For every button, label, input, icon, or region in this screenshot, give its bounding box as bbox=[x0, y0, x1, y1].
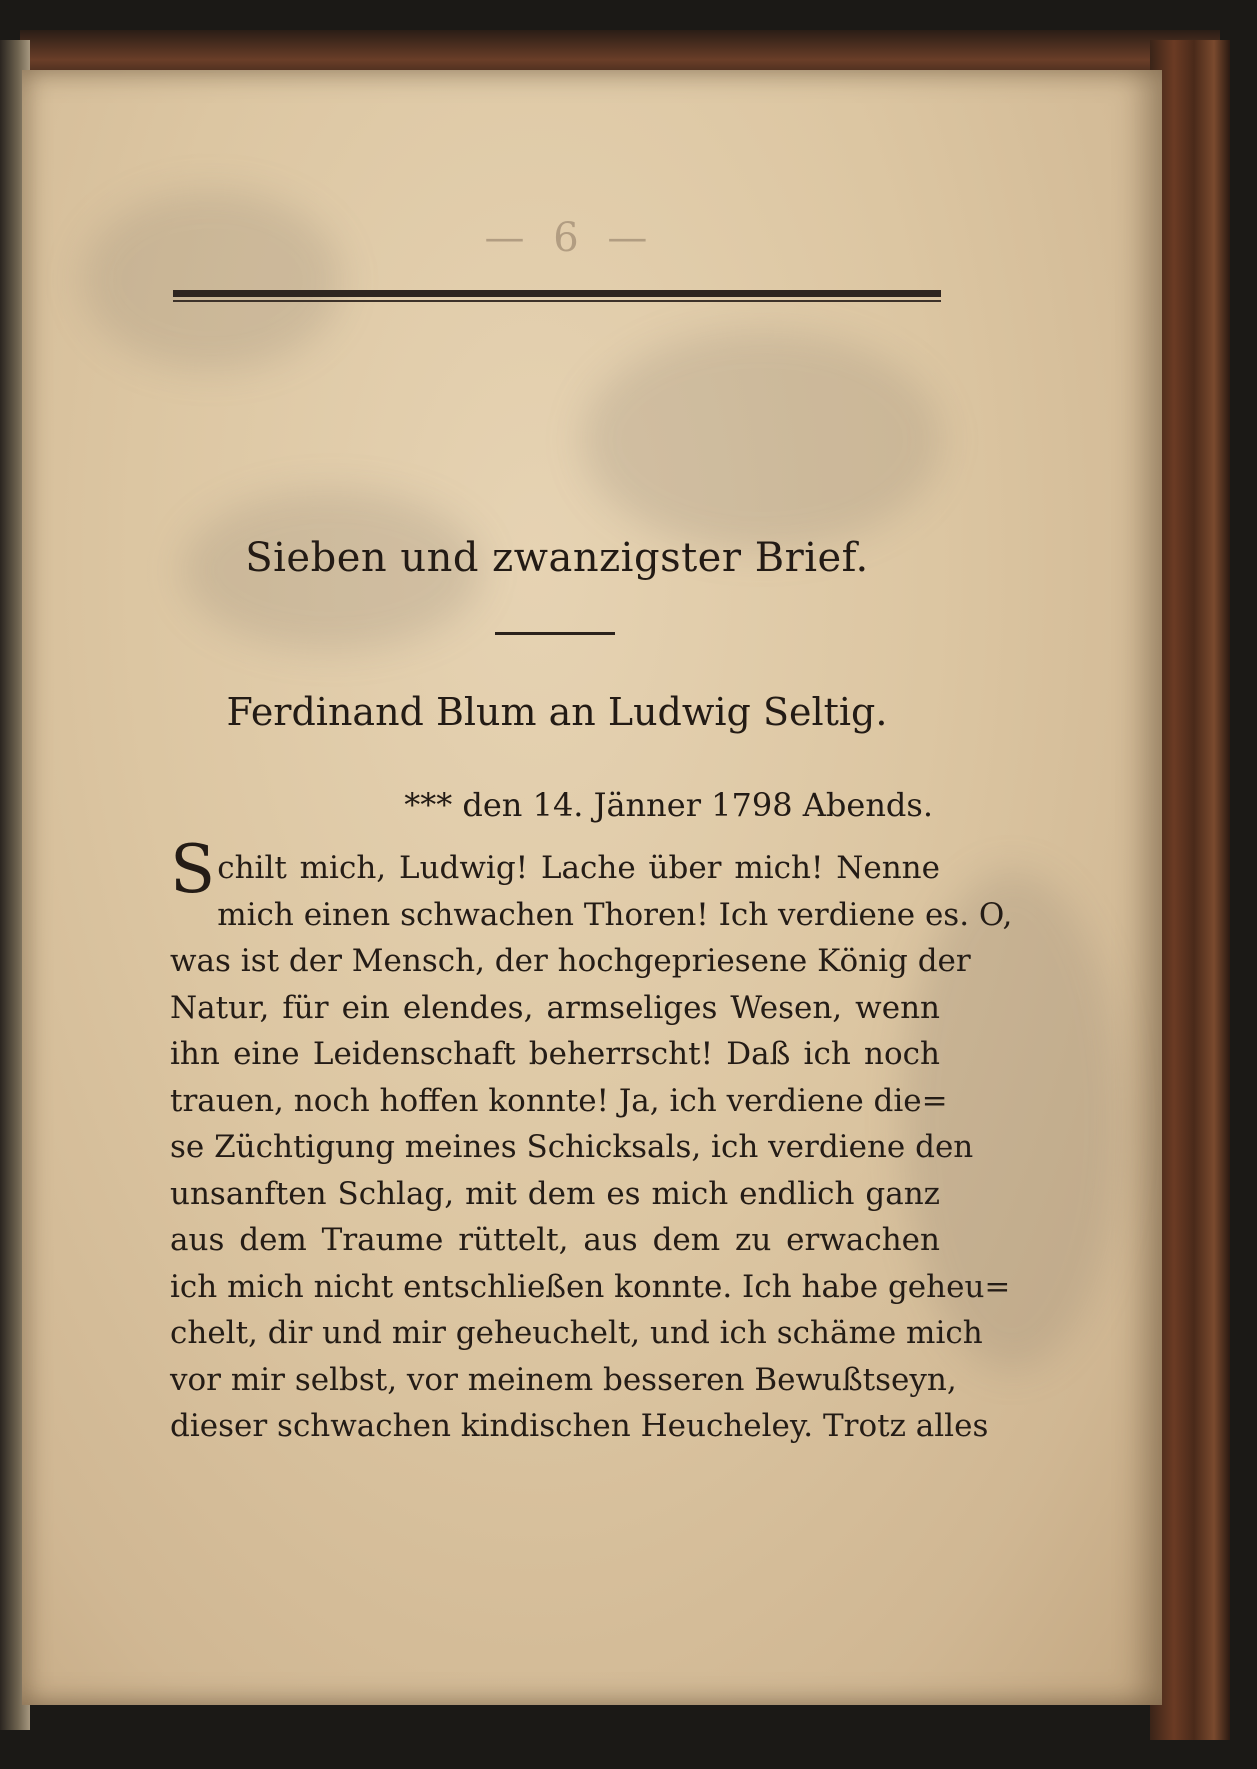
body-line: vor mir selbst, vor meinem besseren Bewußtseyn, bbox=[170, 1361, 957, 1398]
header-rule bbox=[173, 290, 941, 297]
page-stain bbox=[582, 330, 942, 550]
page-number: — 6 — bbox=[484, 215, 656, 261]
letter-addressee: Ferdinand Blum an Ludwig Seltig. bbox=[226, 690, 888, 734]
body-line: was ist der Mensch, der hochgepriesene König der bbox=[170, 943, 971, 979]
book-spine bbox=[1150, 40, 1230, 1740]
body-line: mich einen schwachen Thoren! Ich verdiene es. O, bbox=[217, 896, 1013, 933]
body-line: aus dem Traume rüttelt, aus dem zu erwachen bbox=[170, 1222, 940, 1258]
body-line: se Züchtigung meines Schicksals, ich verdiene den bbox=[170, 1129, 974, 1165]
header-rule-thin bbox=[173, 300, 941, 302]
first-line-text: chilt mich, Ludwig! Lache über mich! Nenne bbox=[217, 850, 940, 886]
body-line bbox=[170, 831, 940, 908]
letter-heading: Sieben und zwanzigster Brief. bbox=[245, 535, 869, 581]
page-stain bbox=[82, 190, 342, 370]
heading-divider bbox=[495, 632, 615, 635]
body-line: unsanften Schlag, mit dem es mich endlich ganz bbox=[170, 1175, 940, 1212]
letter-dateline: *** den 14. Jänner 1798 Abends. bbox=[404, 786, 933, 824]
body-line: Natur, für ein elendes, armseliges Wesen, wenn bbox=[170, 989, 940, 1026]
body-line: trauen, noch hoffen konnte! Ja, ich verdiene die= bbox=[170, 1082, 948, 1119]
body-line: chelt, dir und mir geheuchelt, und ich schäme mich bbox=[170, 1315, 983, 1351]
body-line: dieser schwachen kindischen Heucheley. Trotz alles bbox=[170, 1408, 989, 1444]
drop-cap: S bbox=[170, 831, 216, 908]
letter-body bbox=[170, 831, 1013, 1450]
body-line: ich mich nicht entschließen konnte. Ich habe geheu= bbox=[170, 1268, 1011, 1305]
body-line: ihn eine Leidenschaft beherrscht! Daß ich noch bbox=[170, 1036, 940, 1072]
